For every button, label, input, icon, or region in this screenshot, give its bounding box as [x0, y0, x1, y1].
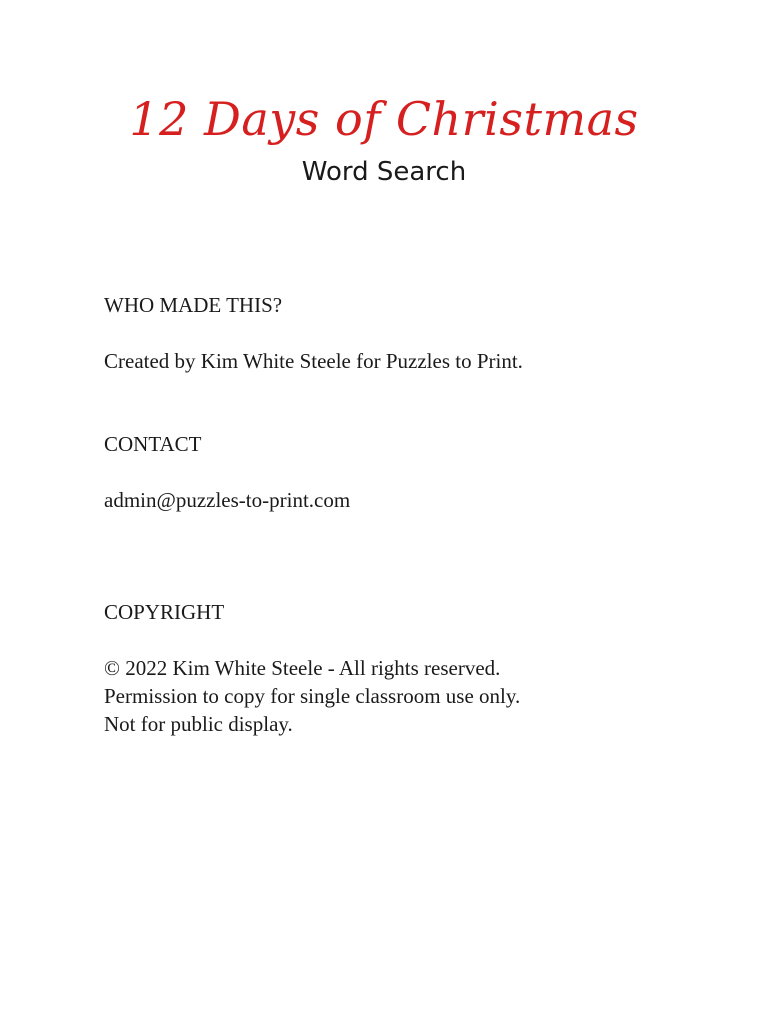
page-title: 12 Days of Christmas: [129, 92, 639, 146]
contact-email: admin@puzzles-to-print.com: [104, 488, 351, 512]
contact-heading: CONTACT: [104, 432, 202, 456]
who-heading: WHO MADE THIS?: [104, 293, 283, 317]
copyright-line: © 2022 Kim White Steele - All rights reserved.: [104, 656, 501, 680]
page-subtitle: Word Search: [301, 157, 467, 187]
copyright-line: Not for public display.: [104, 712, 293, 736]
copyright-heading: COPYRIGHT: [104, 600, 225, 624]
copyright-line: Permission to copy for single classroom use only.: [104, 684, 521, 708]
copyright-notice: [104, 654, 704, 738]
who-body: Created by Kim White Steele for Puzzles to Print.: [104, 349, 523, 373]
